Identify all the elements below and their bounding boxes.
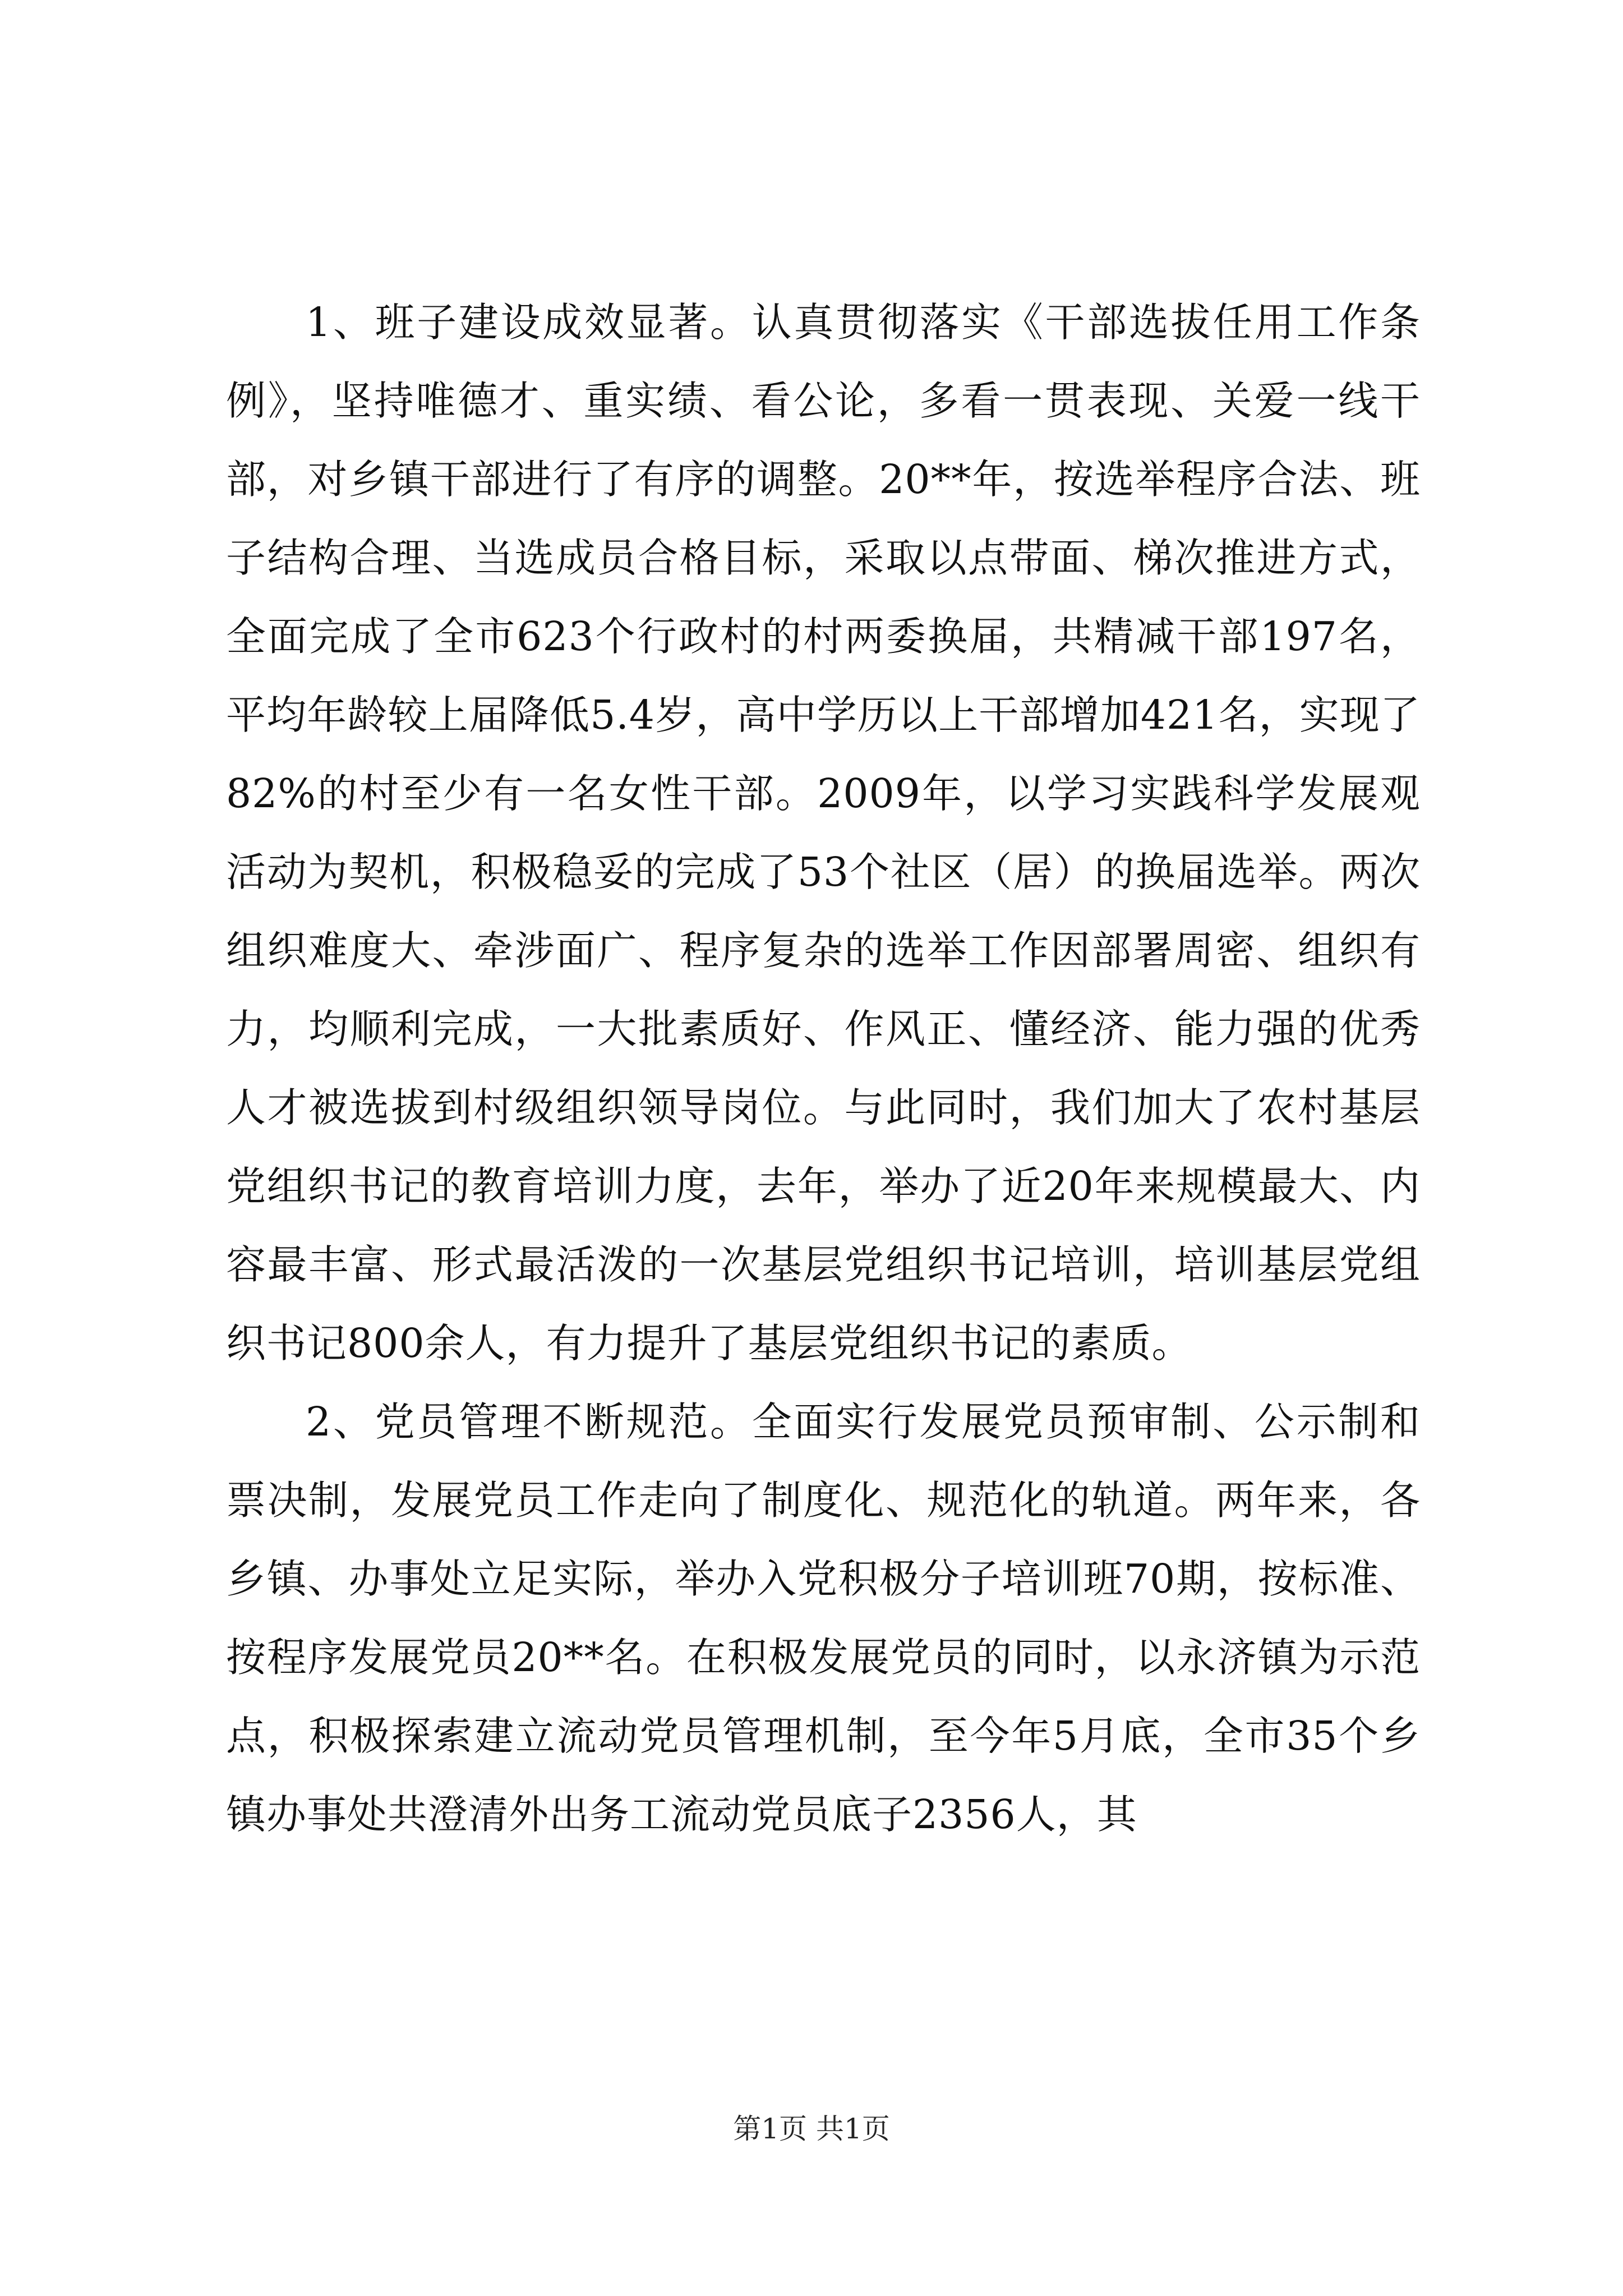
document-body xyxy=(226,283,1421,1854)
paragraph-member-management: 2、党员管理不断规范。全面实行发展党员预审制、公示制和票决制，发展党员工作走向了制度化、规范化的轨道。两年来，各乡镇、办事处立足实际，举办入党积极分子培训班70期，按标准、按程序发展党员20**名。在积极发展党员的同时，以永济镇为示范点，积极探索建立流动党员管理机制，至今年5月底，全市35个乡镇办事处共澄清外出务工流动党员底子2356人，其 xyxy=(226,1398,1421,1838)
page-footer: 第1页 共1页 xyxy=(733,2113,890,2145)
paragraph-team-building: 1、班子建设成效显著。认真贯彻落实《干部选拔任用工作条例》，坚持唯德才、重实绩、看公论，多看一贯表现、关爱一线干部，对乡镇干部进行了有序的调整。20**年，按选举程序合法、班子结构合理、当选成员合格目标，采取以点带面、梯次推进方式，全面完成了全市623个行政村的村两委换届，共精减干部197名，平均年龄较上届降低5.4岁，高中学历以上干部增加421名，实现了82%的村至少有一名女性干部。2009年，以学习实践科学发展观活动为契机，积极稳妥的完成了53个社区（居）的换届选举。两次组织难度大、牵涉面广、程序复杂的选举工作因部署周密、组织有力，均顺利完成，一大批素质好、作风正、懂经济、能力强的优秀人才被选拔到村级组织领导岗位。与此同时，我们加大了农村基层党组织书记的教育培训力度，去年，举办了近20年来规模最大、内容最丰富、形式最活泼的一次基层党组织书记培训，培训基层党组织书记800余人，有力提升了基层党组织书记的素质。 xyxy=(226,299,1421,1366)
